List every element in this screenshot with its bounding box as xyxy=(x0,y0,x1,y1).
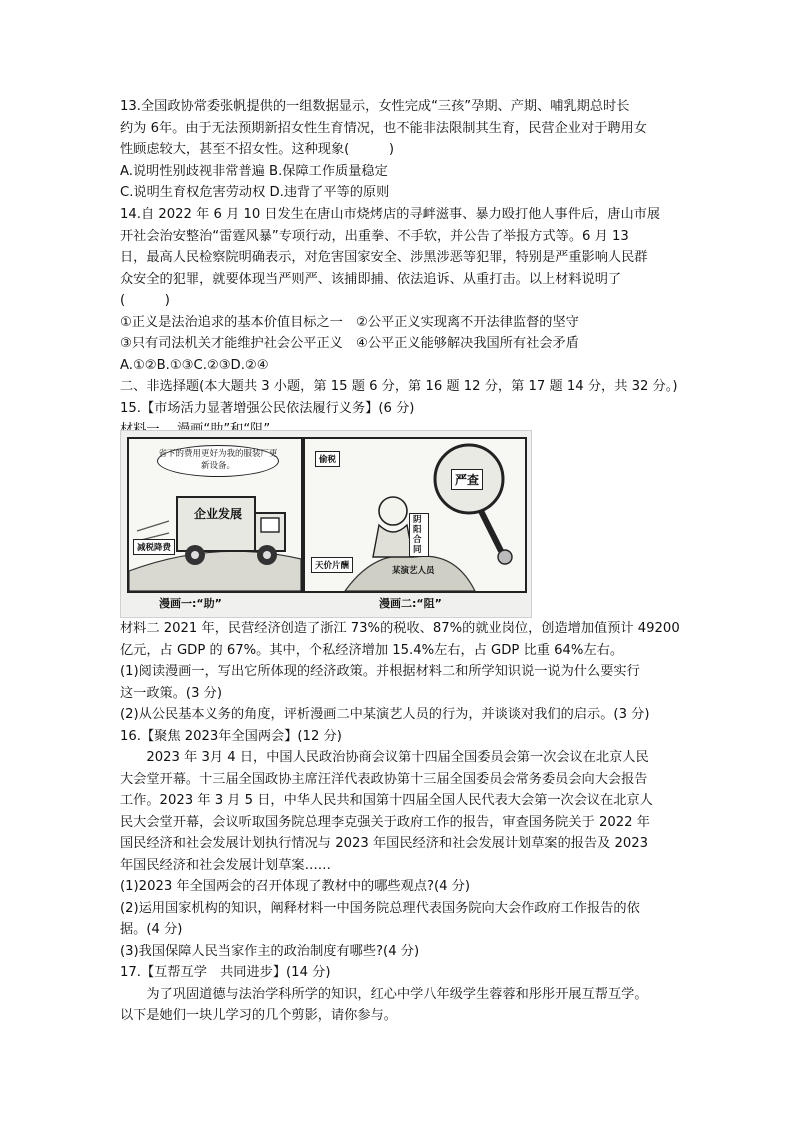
q16-paragraph: 大会堂开幕。十三届全国政协主席汪洋代表政协第十三届全国委员会常务委员会向大会报告 xyxy=(120,771,648,787)
q15-material-2: 材料二 2021 年，民营经济创造了浙江 73%的税收、87%的就业岗位，创造增加值预计 49200 xyxy=(120,621,680,636)
truck-label: 企业发展 xyxy=(194,507,243,521)
q13-option: C.说明生育权危害劳动权 D.违背了平等的原则 xyxy=(120,185,390,200)
q13-option: A.说明性别歧视非常普遍 B.保障工作质量稳定 xyxy=(120,163,388,179)
q15-title: 15.【市场活力显著增强公民依法履行义务】(6 分) xyxy=(120,400,415,416)
q13-line: 约为 6年。由于无法预期新招女性生育情况，也不能非法限制其生育，民营企业对于聘用女 xyxy=(120,120,647,136)
q13-line: 13.全国政协常委张帆提供的一组数据显示，女性完成“三孩”孕期、产期、哺乳期总时长 xyxy=(120,99,630,114)
q14-line: 开社会治安整治“雷霆风暴”专项行动，出重拳、不手软，并公告了举报方式等。6 月 13 xyxy=(120,228,629,244)
q16-paragraph: 年国民经济和社会发展计划草案…… xyxy=(120,857,331,873)
q16-title: 16.【聚焦 2023年全国两会】(12 分) xyxy=(120,728,342,744)
q13-line: 性顾虑较大，甚至不招女性。这种现象( ) xyxy=(120,142,395,157)
pay-label: 天价片酬 xyxy=(311,557,353,573)
q16-sub-2: 据。(4 分) xyxy=(120,922,183,937)
comic-caption-1: 漫画一:“助” xyxy=(159,597,222,610)
speech-bubble: 省下的费用更好为我的服装厂更新设备。 xyxy=(157,445,279,477)
strict-check-label: 严查 xyxy=(451,469,483,490)
comic-figure xyxy=(120,430,532,618)
q16-paragraph: 工作。2023 年 3 月 5 日，中华人民共和国第十四届全国人民代表大会第一次会议在北京人 xyxy=(120,793,653,808)
question-15-16-17 xyxy=(120,618,680,1027)
section-heading: 二、非选择题(本大题共 3 小题，第 15 题 6 分，第 16 题 12 分，第 17 题 14 分，共 32 分。) xyxy=(120,379,678,394)
q14-line: 14.自 2022 年 6 月 10 日发生在唐山市烧烤店的寻衅滋事、暴力殴打他人事件后，唐山市展 xyxy=(120,207,661,222)
q16-sub-3: (3)我国保障人民当家作主的政治制度有哪些?(4 分) xyxy=(120,943,420,959)
q16-sub-2: (2)运用国家机构的知识，阐释材料一中国务院总理代表国务院向大会作政府工作报告的依 xyxy=(120,900,640,916)
q16-paragraph: 2023 年 3月 4 日，中国人民政治协商会议第十四届全国委员会第一次会议在北京人民 xyxy=(146,750,649,765)
q15-sub-1: 这一政策。(3 分) xyxy=(120,685,222,701)
q15-sub-1: (1)阅读漫画一，写出它所体现的经济政策。并根据材料二和所学知识说一说为什么要实行 xyxy=(120,664,640,679)
q16-sub-1: (1)2023 年全国两会的召开体现了教材中的哪些观点?(4 分) xyxy=(120,879,471,894)
q17-paragraph: 以下是她们一块儿学习的几个剪影，请你参与。 xyxy=(120,1008,397,1023)
actor-label: 某演艺人员 xyxy=(392,566,435,576)
q17-paragraph: 为了巩固道德与法治学科所学的知识，红心中学八年级学生蓉蓉和彤彤开展互帮互学。 xyxy=(146,986,648,1002)
q15-sub-2: (2)从公民基本义务的角度，评析漫画二中某演艺人员的行为，并谈谈对我们的启示。(3 分) xyxy=(120,707,650,722)
q16-paragraph: 国民经济和社会发展计划执行情况与 2023 年国民经济和社会发展计划草案的报告及 2023 xyxy=(120,836,649,851)
q14-line: 众安全的犯罪，就要体现当严则严、该捕即捕、依法追诉、从重打击。以上材料说明了 xyxy=(120,271,622,287)
q14-statement: ①正义是法治追求的基本价值目标之一 ②公平正义实现离不开法律监督的坚守 xyxy=(120,314,579,330)
q14-line: 日，最高人民检察院明确表示，对危害国家安全、涉黑涉恶等犯罪，特别是严重影响人民群 xyxy=(120,250,648,265)
question-13 xyxy=(120,96,680,204)
comic-panel-hinder xyxy=(303,437,527,593)
q17-title: 17.【互帮互学 共同进步】(14 分) xyxy=(120,965,331,980)
comic-caption-2: 漫画二:“阻” xyxy=(379,597,442,610)
comic-panel-help xyxy=(127,437,303,593)
tax-evasion-label: 偷税 xyxy=(315,451,340,467)
q16-paragraph: 民大会堂开幕，会议听取国务院总理李克强关于政府工作的报告，审查国务院关于 2022 年 xyxy=(120,814,650,830)
q14-statement: ③只有司法机关才能维护社会公平正义 ④公平正义能够解决我国所有社会矛盾 xyxy=(120,336,579,351)
q14-line: ( ) xyxy=(120,293,170,308)
q14-options: A.①②B.①③C.②③D.②④ xyxy=(120,357,269,373)
q15-material-2: 亿元，占 GDP 的 67%。其中，个私经济增加 15.4%左右，占 GDP 比重 64%左右。 xyxy=(120,642,624,658)
tax-cut-sign: 减税降费 xyxy=(133,539,175,555)
question-14 xyxy=(120,204,680,441)
contract-label: 阴阳合同 xyxy=(409,513,429,557)
